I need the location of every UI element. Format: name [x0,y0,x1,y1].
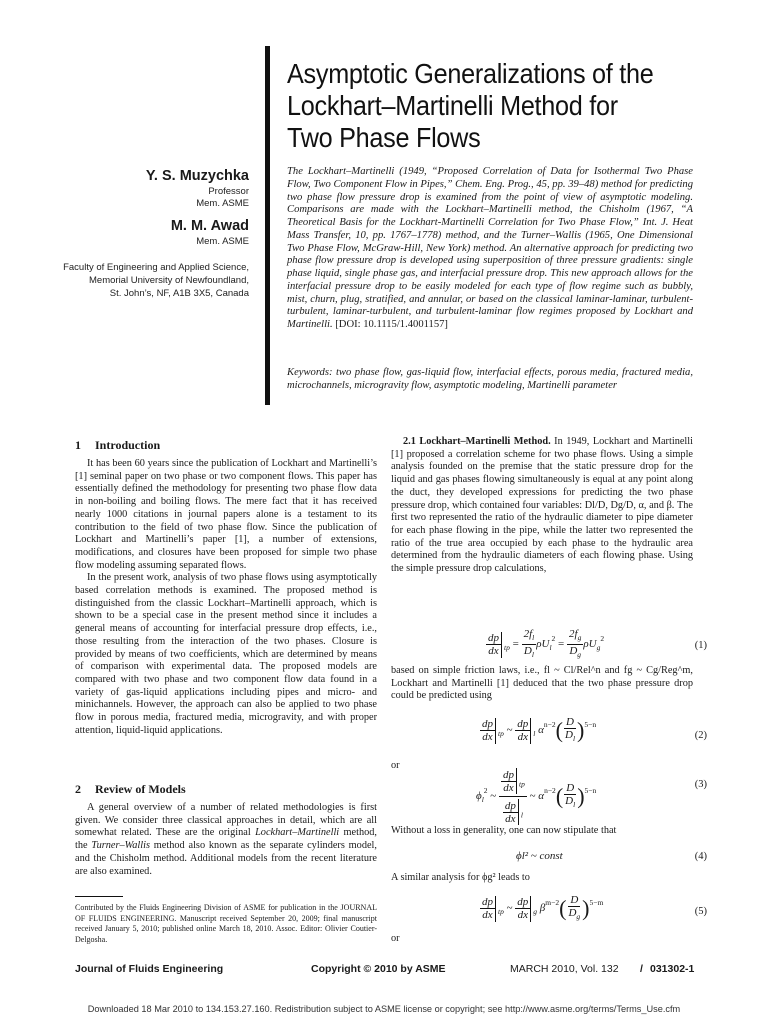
title-line-1: Asymptotic Generalizations of the [287,58,654,89]
equation-number-2: (2) [694,730,707,741]
section-heading-review [75,782,186,797]
text-run: method, the [75,827,377,852]
paragraph: In the present work, analysis of two phase flows using asymptotically based correlation methods is examined. The proposed method is distinguished from the classic Lockhart–Martinelli approach, which is shown to be a special case in the present method since it includes a general means of accounting for interfacial pressure drop effects, i.e., those resulting from the interaction of the two phases. Closure is provided by means of two coefficients, which are determined by means of comparison with experimental data. The proposed models are compared with two phase and two component flow data found in a variety of gas-liquid applications including pipes and micro- and minichannels. However, the approach can also be applied to two phase flow in porous media, fractured media, microgravity, and with proper attention, liquid-liquid applications. [75,572,377,736]
paper-title [287,58,683,154]
equation-1: $\frac{dp}{dx}$ $_{tp}$ = $\frac{2f_l}{D_l}$ $\rho U_l^2$ = $\frac{2f_g}{D_g}$ $\rho U_g^2$ [488,628,605,659]
footer-journal: Journal of Fluids Engineering [75,963,224,975]
section-number: 2 [75,782,81,796]
abstract [287,166,693,332]
text-run: method also known as the separate cylinders model, and the Chisholm method. Additional models from the recent literature are also examined. [75,840,377,877]
equation-2: $\frac{dp}{dx}$ $_{tp}$ ~ $\frac{dp}{dx}$ $_l$ $\alpha^{n-2}$( $\frac{D}{D_l}$ )$^{5-n}$ [482,716,597,743]
equation-number-5: (5) [694,906,707,917]
footer-issue: MARCH 2010, Vol. 132 [510,963,619,975]
section-number: 1 [75,438,81,452]
equation-4: ϕl² ~ const [516,850,563,862]
emphasis: Lockhart–Martinelli [255,827,340,839]
lockhart-martinelli-body [391,436,693,576]
author-role-2: Mem. ASME [196,236,249,247]
subsection-heading: 2.1 Lockhart–Martinelli Method. [403,436,551,447]
author-name-2: M. M. Awad [170,218,249,234]
footnote-rule [75,896,123,897]
footer-slash: / [640,963,643,975]
author-role-1a: Professor [208,186,249,197]
footer-copyright: Copyright © 2010 by ASME [311,963,446,975]
introduction-body [75,458,377,737]
text-after-eq3: Without a loss in generality, one can now stipulate that [391,825,617,836]
doi-link[interactable]: [DOI: 10.1115/1.4001157] [335,319,448,330]
affiliation-line-3: St. John’s, NF, A1B 3X5, Canada [109,288,249,299]
affiliation-line-1: Faculty of Engineering and Applied Science, [63,262,249,273]
section-title: Introduction [95,438,161,452]
keywords: Keywords: two phase flow, gas-liquid flow, interfacial effects, porous media, fractured media, microchannels, microgravity flow, asymptotic modeling, Martinelli parameter [287,367,693,391]
affiliation-line-2: Memorial University of Newfoundland, [89,275,249,286]
equation-3: $\phi_l^2$ ~ $\frac{dp}{dx}$ $_{tp}$ $\frac{dp}{dx}$ $_l$ ~ $\alpha^{n-2}$( $\frac{D}{D_l}$ )$^{5-n}$ [476,768,597,825]
footnote: Contributed by the Fluids Engineering Division of ASME for publication in the JOURNAL OF FLUIDS ENGINEERING. Manuscript received September 20, 2009; final manuscript received January 5, 2010; published online March 18, 2010. Assoc. Editor: Olivier Coutier-Delgosha. [75,903,377,944]
equation-number-1: (1) [694,640,707,651]
download-notice: Downloaded 18 Mar 2010 to 134.153.27.160. Redistribution subject to ASME license or copyright; see http://www.asme.org/terms/Terms_Use.cfm [87,1004,681,1014]
section-heading-introduction [75,438,160,453]
text-after-eq4: A similar analysis for ϕg² leads to [391,872,530,883]
text-run: In 1949, Lockhart and Martinelli [1] proposed a correlation scheme for two phase flows. Using a simple analysis founded on the premise that the static pressure drop for the liquid and gas phases flowing simultaneously is equal at any point along the duct, they developed expressions for predicting the two phase pressure drop, which contained four variables: Dl/D, Dg/D, α, and β. The first two represented the ratio of the hydraulic diameter to pipe diameter for each phase flowing in the pipe, while the latter two represented the ratio of the true area occupied by each phase to the hydraulic area determined from the hydraulic diameters of each flowing phase. Using the simple pressure drop calculations, [391,436,693,575]
emphasis: Turner–Wallis [91,840,150,852]
or-text-1: or [391,760,400,771]
equation-number-4: (4) [694,851,707,862]
paragraph [75,802,377,878]
footer-article-id: 031302-1 [650,963,695,975]
author-name-1: Y. S. Muzychka [145,168,249,184]
abstract-text: The Lockhart–Martinelli (1949, “Proposed Correlation of Data for Isothermal Two Phase Flow, Two Component Flow in Pipes,” Chem. Eng. Prog., 45, pp. 39–48) method for predicting two phase flow pressure drop is examined from the point of view of asymptotic modeling. Comparisons are made with the Lockhart–Martinelli method, the Chisholm (1967, “A Theoretical Basis for the Lockhart-Martinelli Correlation for Two Phase Flow,” Int. J. Heat Mass Transfer, 10, pp. 1767–1778) method, and the Turner–Wallis (1965, One Dimensional Two Phase Flow, McGraw-Hill, New York) method. An alternative approach for predicting two phase flow pressure drop is developed using superposition of three pressure gradients: single phase liquid, single phase gas, and interfacial pressure drop. This new approach allows for the interfacial pressure drop to be easily modeled for each type of flow regime such as bubbly, mist, churn, plug, stratified, and annular, or based on the classical laminar-laminar, turbulent-turbulent, laminar-turbulent, and turbulent-laminar flow regimes proposed by Lockhart and Martinelli. [287,166,693,330]
text-run: A general overview of a number of related methodologies is first given. We consider three classical approaches in detail, which are all somewhat related. These are the original [75,802,377,839]
title-line-3: Two Phase Flows [287,122,481,153]
or-text-2: or [391,933,400,944]
section-title: Review of Models [95,782,186,796]
equation-5: $\frac{dp}{dx}$ $_{tp}$ ~ $\frac{dp}{dx}$ $_g$ $\beta^{m-2}$( $\frac{D}{D_g}$ )$^{5-m}$ [482,894,604,921]
author-role-1b: Mem. ASME [196,198,249,209]
review-body [75,802,377,878]
title-line-2: Lockhart–Martinelli Method for [287,90,618,121]
title-rule [265,46,270,405]
text-after-eq1: based on simple friction laws, i.e., fl ~ Cl/Rel^n and fg ~ Cg/Reg^m, Lockhart and Martinelli [1] deduced that the two phase pressure drop could be predicted using [391,665,693,702]
paragraph: It has been 60 years since the publication of Lockhart and Martinelli’s [1] seminal paper on two phase or two component flows. This paper has essentially defined the methodology for presenting two phase flow data in non-boiling and boiling flows. The mere fact that it has received nearly 1000 citations in journal papers alone is a testament to its contribution to the field of two phase flow. Since the publication of Lockhart and Martinelli’s paper [1], a number of extensions, modifications, and closures have been proposed for simple two phase flow modeling assuming separated flows. [75,458,377,571]
equation-number-3: (3) [694,779,707,790]
paragraph [391,436,693,576]
